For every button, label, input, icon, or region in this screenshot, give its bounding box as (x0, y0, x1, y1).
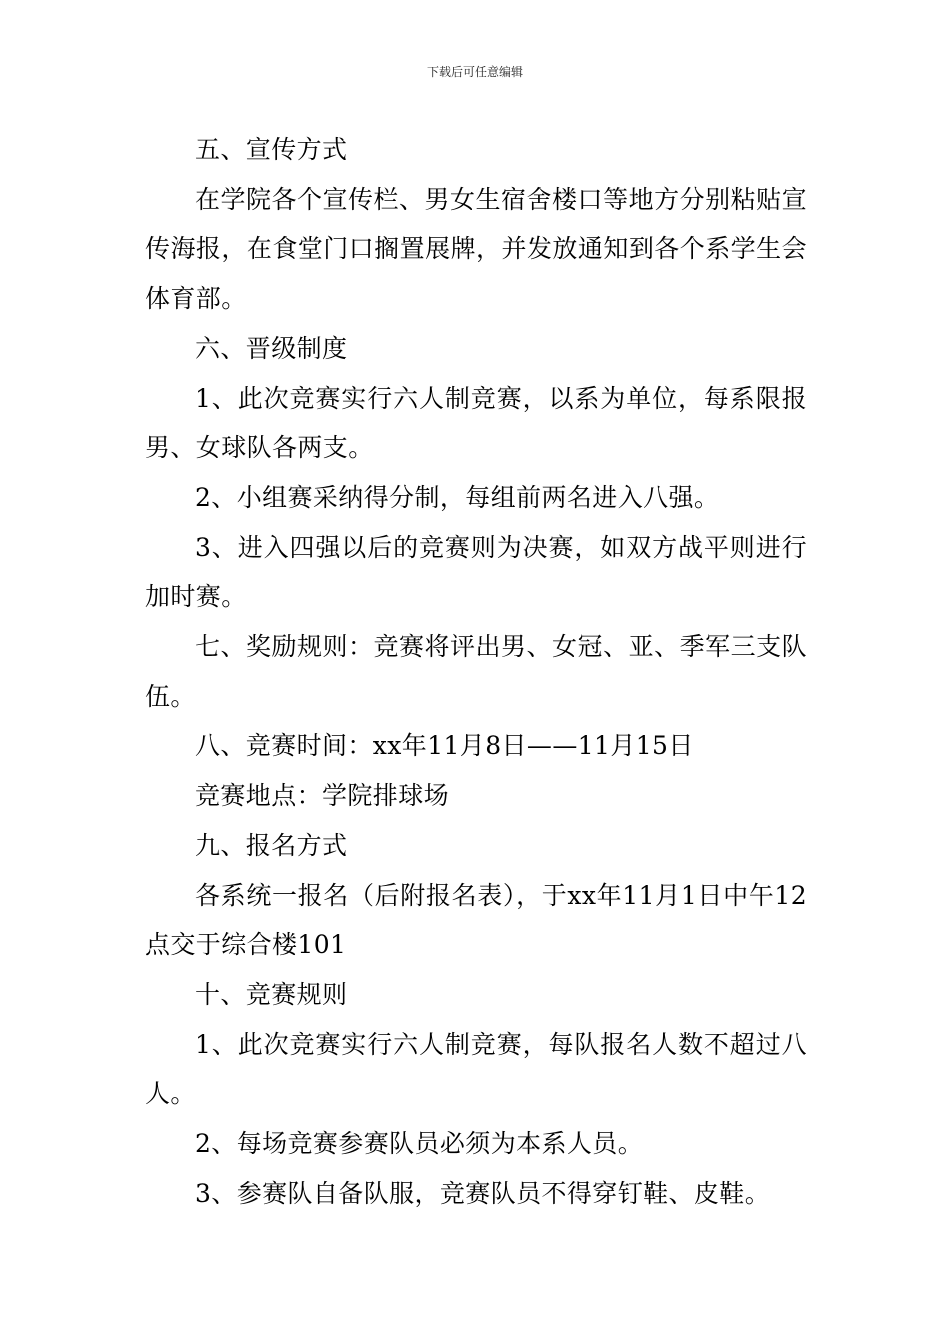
paragraph-promotion-2: 2、小组赛采纳得分制，每组前两名进入八强。 (195, 482, 720, 512)
paragraph-registration: 各系统一报名（后附报名表），于xx年11月1日中午12点交于综合楼101 (145, 880, 807, 960)
heading-registration: 九、报名方式 (195, 830, 348, 860)
paragraph-rule-1: 1、此次竞赛实行六人制竞赛，每队报名人数不超过八人。 (145, 1029, 807, 1109)
paragraph-publicity: 在学院各个宣传栏、男女生宿舍楼口等地方分别粘贴宣传海报，在食堂门口搁置展牌，并发放通知到各个系学生会体育部。 (145, 184, 807, 314)
paragraph-rewards: 七、奖励规则：竞赛将评出男、女冠、亚、季军三支队伍。 (145, 632, 807, 711)
paragraph-promotion-3: 3、进入四强以后的竞赛则为决赛，如双方战平则进行加时赛。 (145, 532, 807, 612)
heading-rules: 十、竞赛规则 (195, 979, 348, 1009)
paragraph-rule-2: 2、每场竞赛参赛队员必须为本系人员。 (195, 1129, 644, 1159)
paragraph-location: 竞赛地点：学院排球场 (195, 781, 450, 811)
heading-promotion-system: 六、晋级制度 (195, 333, 348, 363)
paragraph-time: 八、竞赛时间：xx年11月8日——11月15日 (195, 731, 694, 761)
page-header-note: 下载后可任意编辑 (426, 65, 523, 79)
heading-publicity: 五、宣传方式 (195, 135, 348, 164)
document-body (145, 125, 807, 1218)
paragraph-promotion-1: 1、此次竞赛实行六人制竞赛，以系为单位，每系限报男、女球队各两支。 (145, 383, 807, 463)
paragraph-rule-3: 3、参赛队自备队服，竞赛队员不得穿钉鞋、皮鞋。 (195, 1178, 771, 1208)
